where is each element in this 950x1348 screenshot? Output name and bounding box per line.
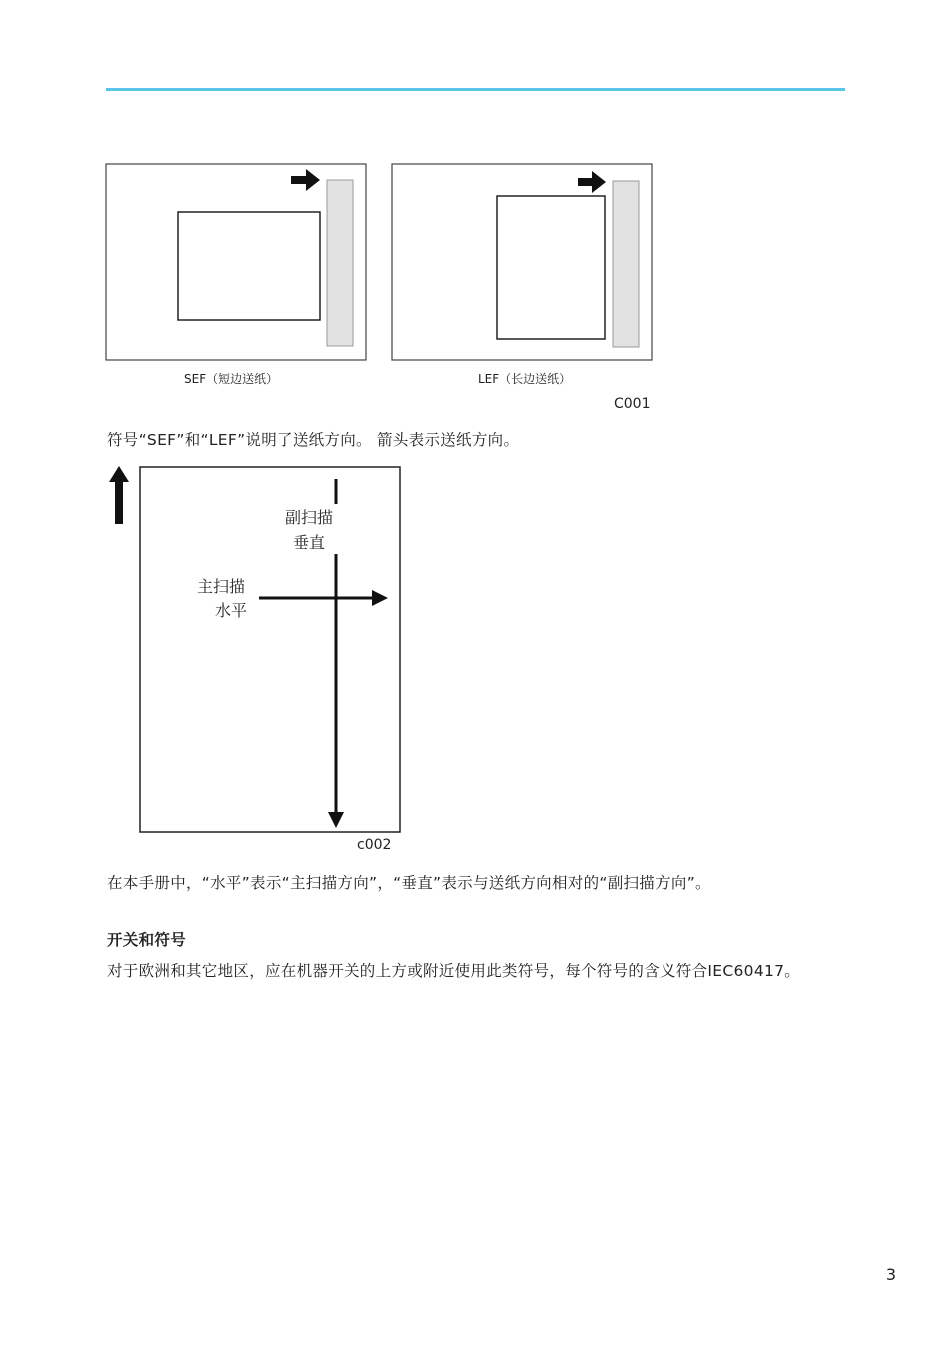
paragraph-feed-symbols: 符号“SEF”和“LEF”说明了送纸方向。 箭头表示送纸方向。 (107, 431, 520, 449)
figure-scan-direction (104, 462, 404, 857)
sub-scan-label-line2: 垂直 (293, 533, 326, 552)
sef-feed-bar (327, 180, 353, 346)
figure2-code: c002 (357, 837, 392, 853)
main-scan-label-line2: 水平 (215, 601, 248, 620)
section-heading: 开关和符号 (107, 931, 187, 949)
header-rule (106, 88, 845, 91)
paragraph-switch-symbols: 对于欧洲和其它地区，应在机器开关的上方或附近使用此类符号，每个符号的含义符合IEC60417。 (107, 962, 801, 980)
sef-caption: SEF（短边送纸） (184, 372, 279, 386)
feed-direction-arrow-icon (109, 466, 129, 524)
page-number: 3 (885, 1265, 896, 1284)
paragraph-scan-terms: 在本手册中，“水平”表示“主扫描方向”，“垂直”表示与送纸方向相对的“副扫描方向”。 (107, 874, 711, 892)
figure-feed-direction (104, 162, 664, 417)
sef-panel (106, 164, 366, 386)
figure1-code: C001 (614, 396, 651, 412)
main-scan-label-line1: 主扫描 (197, 577, 246, 596)
lef-panel (392, 164, 652, 386)
paper-outline (140, 467, 400, 832)
sub-scan-label-line1: 副扫描 (285, 508, 334, 527)
sef-paper (178, 212, 320, 320)
lef-caption: LEF（长边送纸） (478, 372, 572, 386)
lef-feed-bar (613, 181, 639, 347)
lef-paper (497, 196, 605, 339)
